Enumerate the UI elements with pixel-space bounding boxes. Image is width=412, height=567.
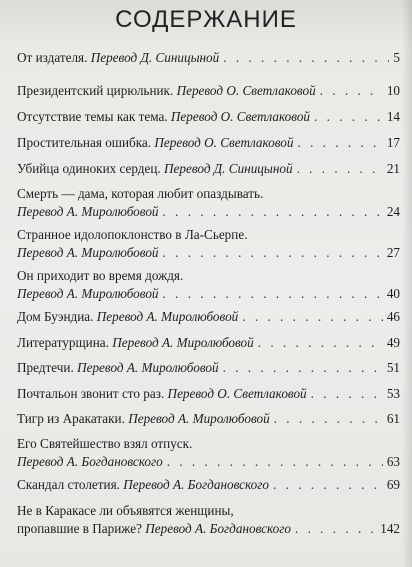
toc-entry: [17, 476, 400, 494]
entry-title: От издателя.: [17, 50, 88, 65]
entry-translator: Перевод О. Светлаковой: [170, 109, 311, 124]
entry-title: Тигр из Аракатаки.: [17, 411, 125, 426]
leader-dots: [242, 308, 383, 326]
toc-entry: [17, 108, 400, 126]
leader-dots: [297, 134, 382, 152]
entry-title: Странное идолопоклонство в Ла-Сьерпе.: [17, 227, 248, 242]
toc-entry: [17, 502, 400, 538]
entry-title-line-2: пропавшие в Париже?: [17, 521, 142, 536]
page-number: 5: [393, 50, 400, 65]
entry-translator: Перевод Д. Синицыной: [90, 50, 220, 65]
entry-title: Он приходит во время дождя.: [17, 268, 184, 283]
entry-translator: Перевод Д. Синицыной: [164, 161, 293, 176]
leader-dots: [295, 520, 376, 538]
page-number: 17: [386, 135, 400, 150]
page-number: 27: [386, 245, 400, 260]
page-number: 63: [386, 454, 400, 469]
leader-dots: [167, 453, 383, 471]
entry-title: Убийца одиноких сердец.: [17, 161, 161, 176]
entry-translator: Перевод А. Миролюбовой: [17, 245, 159, 260]
entry-translator: Перевод О. Светлаковой: [176, 83, 316, 98]
leader-dots: [273, 476, 383, 494]
toc-entry: [17, 334, 400, 352]
entry-translator: Перевод О. Светлаковой: [167, 386, 307, 401]
entry-translator: Перевод А. Богдановского: [123, 477, 269, 492]
leader-dots: [223, 359, 383, 377]
leader-dots: [311, 385, 383, 403]
leader-dots: [258, 334, 383, 352]
page-number: 51: [386, 360, 400, 375]
page-title: СОДЕРЖАНИЕ: [115, 6, 297, 33]
page-number: 53: [386, 386, 400, 401]
leader-dots: [163, 285, 383, 303]
entry-title: Простительная ошибка.: [17, 135, 152, 150]
entry-translator: Перевод А. Миролюбовой: [96, 309, 239, 324]
entry-translator: Перевод А. Миролюбовой: [128, 411, 270, 426]
page-number: 49: [386, 335, 400, 350]
entry-translator: Перевод А. Богдановского: [145, 521, 291, 536]
toc-entry: [17, 308, 400, 326]
toc-entry: [17, 49, 400, 67]
toc-entry: [17, 410, 400, 428]
entry-title: Отсутствие темы как тема.: [17, 109, 168, 124]
page-number: 10: [386, 83, 400, 98]
page-number: 69: [386, 477, 400, 492]
entry-title: Президентский цирюльник.: [17, 83, 174, 98]
page-number: 61: [386, 411, 400, 426]
toc-entry: [17, 435, 400, 471]
toc-entry: [17, 160, 400, 178]
entry-title: Дом Буэндиа.: [17, 309, 94, 324]
entry-translator: Перевод О. Светлаковой: [154, 135, 294, 150]
toc-entry: [17, 134, 400, 152]
toc-entry: [17, 185, 400, 221]
entry-translator: Перевод А. Миролюбовой: [112, 335, 254, 350]
entry-title: Смерть — дама, которая любит опаздывать.: [17, 186, 264, 201]
leader-dots: [223, 49, 389, 67]
entry-title: Его Святейшество взял отпуск.: [17, 436, 193, 451]
page-number: 46: [386, 309, 400, 324]
toc-entry: [17, 226, 400, 262]
entry-title-line-1: Не в Каракасе ли объявятся женщины,: [17, 503, 234, 518]
page-number: 24: [386, 204, 400, 219]
toc-entry: [17, 267, 400, 303]
page-number: 14: [386, 109, 400, 124]
entry-translator: Перевод А. Миролюбовой: [17, 204, 159, 219]
entry-translator: Перевод А. Миролюбовой: [17, 286, 159, 301]
leader-dots: [297, 160, 383, 178]
entry-translator: Перевод А. Богдановского: [17, 454, 163, 469]
entry-title: Предтечи.: [17, 360, 74, 375]
leader-dots: [274, 410, 383, 428]
page-number: 40: [386, 286, 400, 301]
toc-entry: [17, 82, 400, 100]
leader-dots: [320, 82, 383, 100]
entry-translator: Перевод А. Миролюбовой: [77, 360, 219, 375]
leader-dots: [163, 203, 383, 221]
entry-title: Почтальон звонит сто раз.: [17, 386, 165, 401]
entry-title: Скандал столетия.: [17, 477, 120, 492]
leader-dots: [314, 108, 383, 126]
toc-entry: [17, 359, 400, 377]
page-edge-shadow: [402, 0, 412, 567]
page-number: 142: [380, 521, 400, 536]
page-number: 21: [386, 161, 400, 176]
leader-dots: [163, 244, 383, 262]
entry-title: Литературщина.: [17, 335, 109, 350]
toc-entry: [17, 385, 400, 403]
